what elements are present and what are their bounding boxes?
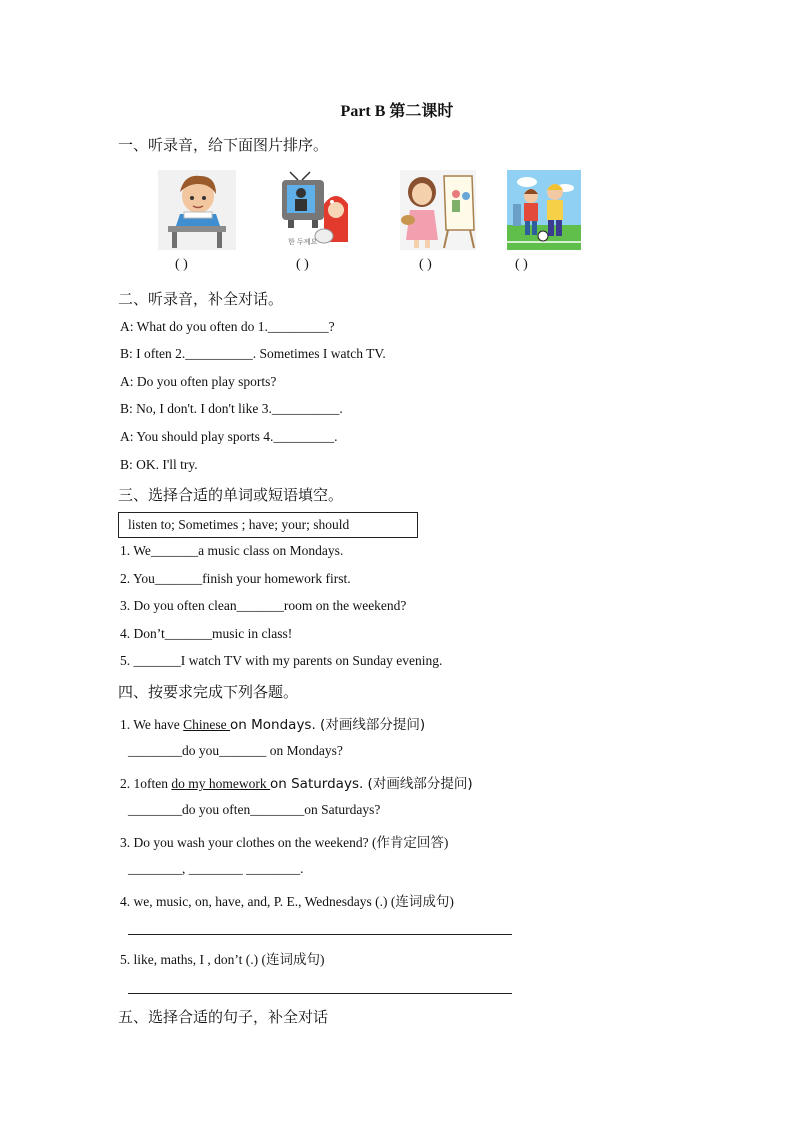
question-2-underlined: do my homework bbox=[171, 776, 270, 791]
fill-blank-line: 1. We_______a music class on Mondays. bbox=[120, 543, 344, 558]
question-3: 3. Do you wash your clothes on the weekend? (作肯定回答) bbox=[120, 835, 449, 850]
section-4-heading: 四、按要求完成下列各题。 bbox=[118, 683, 299, 701]
order-blank-3[interactable]: ( ) bbox=[419, 257, 432, 272]
question-2-text: 2. 1often bbox=[120, 776, 172, 791]
section-1-heading: 一、听录音，给下面图片排序。 bbox=[118, 136, 329, 154]
order-blank-4[interactable]: ( ) bbox=[515, 257, 528, 272]
section-5-heading: 五、选择合适的句子，补全对话 bbox=[118, 1008, 329, 1026]
kids-football-icon bbox=[507, 170, 581, 250]
answer-line-5[interactable] bbox=[128, 993, 512, 994]
answer-line-4[interactable] bbox=[128, 934, 512, 935]
dialogue-line: B: No, I don't. I don't like 3.__________. bbox=[120, 401, 343, 416]
boy-studying-icon bbox=[158, 170, 236, 250]
page-title: Part B 第二课时 bbox=[340, 103, 454, 120]
question-1-text: 1. We have bbox=[120, 717, 184, 732]
question-2 bbox=[120, 772, 473, 792]
girl-painting-icon bbox=[400, 170, 476, 250]
question-4: 4. we, music, on, have, and, P. E., Wednesdays (.) (连词成句) bbox=[120, 894, 454, 909]
question-1-instruction: on Mondays. (对画线部分提问) bbox=[230, 717, 426, 733]
dialogue-line: A: What do you often do 1._________? bbox=[120, 319, 335, 334]
question-5: 5. like, maths, I , don’t (.) (连词成句) bbox=[120, 952, 325, 967]
question-1-underlined: Chinese bbox=[183, 717, 231, 732]
dialogue-line: A: You should play sports 4._________. bbox=[120, 429, 338, 444]
order-blank-2[interactable]: ( ) bbox=[296, 257, 309, 272]
tv-watching-icon bbox=[280, 170, 352, 250]
question-2-instruction: on Saturdays. (对画线部分提问) bbox=[270, 776, 473, 792]
fill-blank-line: 5. _______I watch TV with my parents on Sunday evening. bbox=[120, 653, 443, 668]
answer-line-1[interactable]: ________do you_______ on Mondays? bbox=[128, 743, 343, 758]
dialogue-line: A: Do you often play sports? bbox=[120, 374, 277, 389]
dialogue-line: B: OK. I'll try. bbox=[120, 457, 198, 472]
dialogue-line: B: I often 2.__________. Sometimes I watch TV. bbox=[120, 346, 386, 361]
section-3-heading: 三、选择合适的单词或短语填空。 bbox=[118, 486, 344, 504]
answer-line-3[interactable]: ________, ________ ________. bbox=[128, 861, 304, 876]
order-blank-1[interactable]: ( ) bbox=[175, 257, 188, 272]
fill-blank-line: 2. You_______finish your homework first. bbox=[120, 571, 351, 586]
question-1 bbox=[120, 713, 425, 733]
fill-blank-line: 4. Don’t_______music in class! bbox=[120, 626, 293, 641]
section-2-heading: 二、听录音，补全对话。 bbox=[118, 290, 284, 308]
word-bank-box: listen to; Sometimes ; have; your; should bbox=[118, 512, 418, 538]
svg-text:한 두께요: 한 두께요 bbox=[288, 238, 318, 246]
answer-line-2[interactable]: ________do you often________on Saturdays? bbox=[128, 802, 381, 817]
fill-blank-line: 3. Do you often clean_______room on the weekend? bbox=[120, 598, 407, 613]
